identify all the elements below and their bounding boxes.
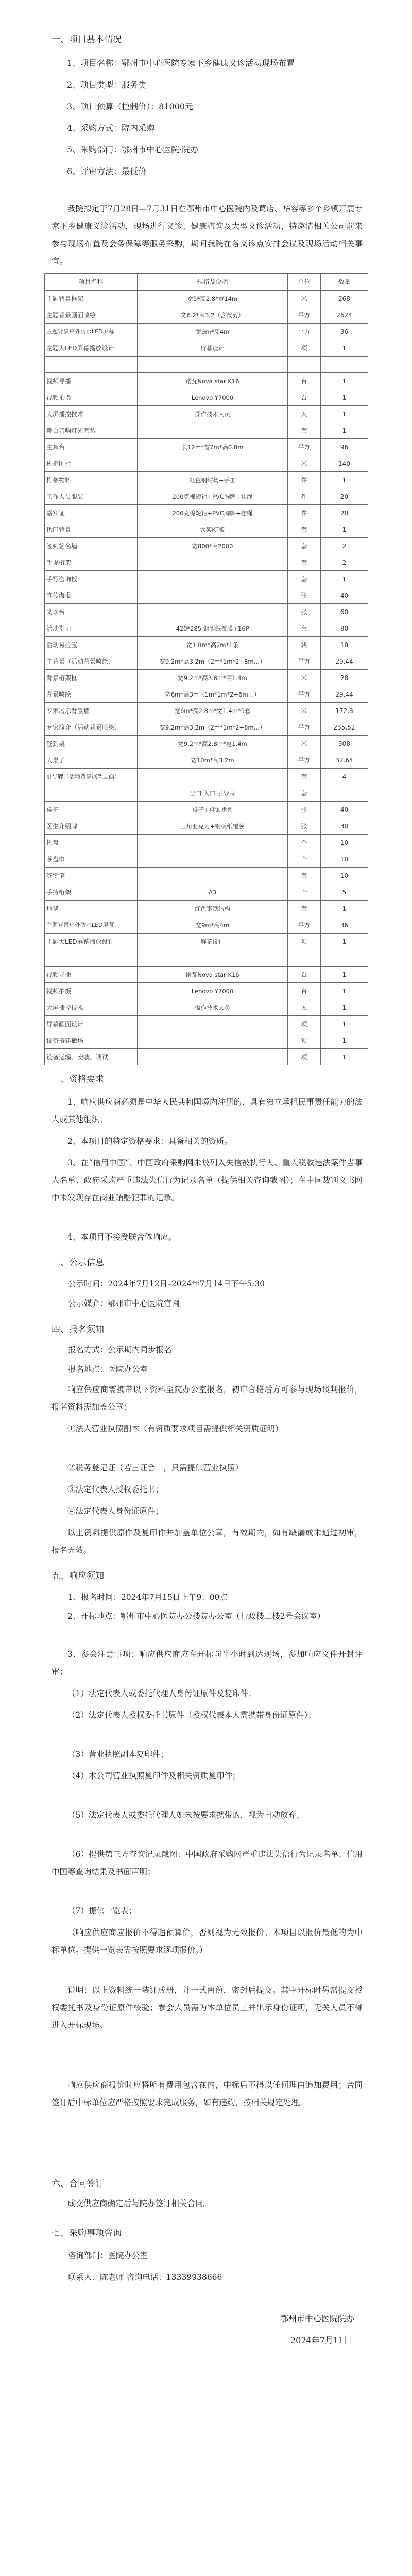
- cell-spec: 屏幕设计: [138, 340, 288, 357]
- cell-qty: 40: [321, 587, 368, 604]
- cell-item: 背景桁架框: [45, 670, 138, 686]
- cell-qty: 5: [321, 884, 368, 901]
- cell-qty: 308: [321, 736, 368, 752]
- table-row: [45, 703, 368, 719]
- basic-item-type: 2、项目类型：服务类: [67, 80, 147, 90]
- cell-item: 主题背景画面喷绘: [45, 307, 138, 324]
- table-row: [45, 769, 368, 785]
- cell-unit: 台: [288, 983, 321, 999]
- table-row: [45, 868, 368, 884]
- cell-spec: 宽5*高2.8*宽14m: [138, 291, 288, 307]
- basic-item-budget: 3、项目预算（控制价）：81000元: [67, 101, 194, 111]
- cell-item: 视频导播: [45, 967, 138, 983]
- table-row: [45, 505, 368, 521]
- cell-item: 主题背景框架: [45, 291, 138, 307]
- cell-item: 医生介绍牌: [45, 818, 138, 835]
- cell-qty: 1: [321, 983, 368, 999]
- cell-spec: 宽800*高2000: [138, 538, 288, 554]
- cell-spec: 操作技术人员: [138, 406, 288, 422]
- table-row: [45, 291, 368, 307]
- contract-para: 成交供应商确定后与院办签订相关合同。: [67, 2199, 212, 2208]
- table-row: [45, 637, 368, 653]
- cell-qty: 10: [321, 868, 368, 884]
- cell-qty: 1: [321, 406, 368, 422]
- cell-qty: 172.8: [321, 703, 368, 719]
- cell-spec: 出口 入口 引导牌: [138, 785, 288, 802]
- cell-item: 视频拍摄: [45, 983, 138, 999]
- signup-para-4: ③法定代表人授权委托书；: [67, 1485, 164, 1494]
- cell-unit: 平方: [288, 752, 321, 769]
- section-heading-announce: 三、公示信息: [52, 1258, 104, 1268]
- section-heading-bidding: 五、响应须知: [52, 1571, 104, 1581]
- section-heading-contract: 六、合同签订: [52, 2179, 104, 2189]
- cell-item: 桌子: [45, 802, 138, 818]
- procurement-table: [44, 273, 368, 1065]
- section-heading-signup: 四、报名须知: [52, 1325, 104, 1335]
- cell-spec: [138, 1016, 288, 1032]
- table-row: [45, 406, 368, 422]
- table-row: [45, 999, 368, 1016]
- table-row: [45, 538, 368, 554]
- cell-unit: 个: [288, 884, 321, 901]
- cell-qty: 1: [321, 999, 368, 1016]
- table-row: [45, 455, 368, 472]
- table-row: [45, 422, 368, 439]
- table-row: [45, 1049, 368, 1065]
- cell-item: 桁架物料: [45, 472, 138, 488]
- cell-spec: [138, 357, 288, 373]
- cell-item: 签字笔: [45, 868, 138, 884]
- table-row: [45, 653, 368, 670]
- cell-spec: [138, 1032, 288, 1049]
- cell-item: [45, 785, 138, 802]
- cell-item: 主题大LED屏幕播放设计: [45, 934, 138, 950]
- basic-item-name: 1、项目名称：鄂州市中心医院专家下乡健康义诊活动现场布置: [67, 58, 295, 68]
- bidding-para-5: （4）本公司营业执照复印件及相关资质复印件；: [67, 1771, 241, 1781]
- cell-item: 引导牌（活动背景展架画面）: [45, 769, 138, 785]
- cell-item: 机柜围栏: [45, 455, 138, 472]
- cell-unit: 人: [288, 406, 321, 422]
- cell-unit: 套: [288, 868, 321, 884]
- cell-spec: A3: [138, 884, 288, 901]
- table-row: [45, 934, 368, 950]
- cell-qty: 268: [321, 291, 368, 307]
- cell-qty: 2624: [321, 307, 368, 324]
- cell-spec: 三角亚克力+铜板纸覆膜: [138, 818, 288, 835]
- announce-time: 公示时间：2024年7月12日–2024年7月14日下午5:30: [68, 1279, 265, 1289]
- bidding-para-2: （1）法定代表人或委托代理人身份证原件及复印件；: [67, 1689, 256, 1698]
- section-heading-qualification: 二、资格要求: [52, 1074, 104, 1084]
- cell-unit: 套: [288, 901, 321, 917]
- cell-qty: 80: [321, 620, 368, 637]
- qualification-para-3: 3、在“信用中国”、中国政府采购网未被列入失信被执行人、重大税收违法案件当事人名单、政府采购严重违法失信行为记录名单（提供相关查询截图）；在中国裁判文书网中未发现存在商业贿赂犯罪的记录。: [52, 1158, 363, 1202]
- cell-item: 茶盘巾: [45, 851, 138, 868]
- cell-unit: 套: [288, 620, 321, 637]
- cell-spec: 铁架KT板: [138, 521, 288, 538]
- cell-unit: [288, 357, 321, 373]
- table-row: [45, 1032, 368, 1049]
- intro-paragraph: 我院拟定于7月28日—7月31日在鄂州市中心医院内及葛店、华容等多个乡镇开展专家下乡健康义诊活动，现场进行义诊、健康咨询及大型义诊活动，特邀请相关公司前来参与现场布置及会务保障等服务采购，期间我院在各义诊点安排会议及现场活动相关事宜。: [52, 204, 363, 266]
- cell-unit: 项: [288, 934, 321, 950]
- table-row: [45, 719, 368, 736]
- cell-item: 大桌子: [45, 752, 138, 769]
- signup-para-1: 响应供应商需携带以下资料至院办公室报名，初审合格后方可参与现场谈判报价，报名资料需加盖公章：: [52, 1385, 363, 1412]
- table-row: [45, 901, 368, 917]
- cell-item: 大屏播控技术: [45, 406, 138, 422]
- table-row: [45, 851, 368, 868]
- cell-item: 手写咨询板: [45, 571, 138, 587]
- table-row: [45, 571, 368, 587]
- table-row: [45, 357, 368, 373]
- cell-item: 宣传海报: [45, 587, 138, 604]
- cell-qty: 32.64: [321, 752, 368, 769]
- cell-item: 拱门背景: [45, 521, 138, 538]
- cell-spec: 宽9m*高4m: [138, 324, 288, 340]
- cell-unit: 套: [288, 554, 321, 571]
- cell-item: 舞台音响灯光套装: [45, 422, 138, 439]
- cell-spec: 诺瓦Nova star K16: [138, 967, 288, 983]
- cell-spec: 宽6m*高3m（1m*1m*2+6m…）: [138, 686, 288, 703]
- bidding-para-1: 3、参会注意事项：响应供应商应在开标前半小时到达现场，参加响应文件开封评审；: [52, 1650, 363, 1676]
- cell-qty: 2: [321, 554, 368, 571]
- table-row: [45, 488, 368, 505]
- cell-unit: 平方: [288, 719, 321, 736]
- signup-method: 报名方式：公示期内同步报名: [68, 1345, 172, 1354]
- cell-unit: 件: [288, 505, 321, 521]
- qualification-para-2: 2、本项目的特定资格要求：具备相关的资质。: [67, 1137, 232, 1146]
- table-row: [45, 373, 368, 389]
- cell-qty: 1: [321, 373, 368, 389]
- table-row: [45, 917, 368, 934]
- cell-spec: 桌子+桌饰裙套: [138, 802, 288, 818]
- cell-unit: 台: [288, 967, 321, 983]
- cell-unit: 平方: [288, 917, 321, 934]
- cell-spec: 诺瓦Nova star K16: [138, 373, 288, 389]
- table-row: [45, 554, 368, 571]
- cell-item: 背景喷绘: [45, 686, 138, 703]
- cell-unit: 米: [288, 291, 321, 307]
- cell-qty: 10: [321, 851, 368, 868]
- cell-unit: 块: [288, 637, 321, 653]
- cell-spec: 200克棉短袖+PVC胸牌+挂绳: [138, 505, 288, 521]
- cell-item: 专家简介（活动背景喷绘）: [45, 719, 138, 736]
- cell-unit: 平方: [288, 653, 321, 670]
- cell-unit: 米: [288, 670, 321, 686]
- cell-unit: 台: [288, 373, 321, 389]
- cell-item: 主题背景户外防水LED屏幕: [45, 324, 138, 340]
- cell-qty: 1: [321, 1016, 368, 1032]
- cell-spec: [138, 868, 288, 884]
- cell-qty: 20: [321, 505, 368, 521]
- cell-qty: 20: [321, 488, 368, 505]
- cell-spec: [138, 835, 288, 851]
- cell-spec: 宽9.2m*高3.2m（2m*1m*2+8m…）: [138, 653, 288, 670]
- cell-spec: [138, 950, 288, 967]
- header-unit: 单位: [288, 274, 321, 291]
- cell-item: 活动易拉宝: [45, 637, 138, 653]
- cell-qty: 40: [321, 802, 368, 818]
- header-item: 项目名称: [45, 274, 138, 291]
- cell-item: 手持桁架: [45, 884, 138, 901]
- cell-item: 专家展示背景墙: [45, 703, 138, 719]
- table-row: [45, 835, 368, 851]
- cell-qty: 29.44: [321, 653, 368, 670]
- cell-qty: [321, 357, 368, 373]
- cell-spec: 宽6m*高2.8m*宽1.4m*5套: [138, 703, 288, 719]
- cell-unit: 件: [288, 488, 321, 505]
- cell-qty: 1: [321, 571, 368, 587]
- cell-qty: 1: [321, 967, 368, 983]
- signup-para-3: ②税务登记证（若三证合一，只需提供营业执照）: [67, 1463, 244, 1472]
- contact-person: 联系人：陈老师 咨询电话：13339938666: [68, 2273, 222, 2282]
- cell-item: 主舞台: [45, 439, 138, 455]
- table-row: [45, 340, 368, 357]
- cell-spec: 红色钢结构+手工: [138, 472, 288, 488]
- cell-qty: 4: [321, 769, 368, 785]
- table-row: [45, 307, 368, 324]
- cell-spec: 宽9.2m*高2.8m*宽1.4m: [138, 736, 288, 752]
- cell-unit: 套: [288, 769, 321, 785]
- cell-qty: 1: [321, 389, 368, 406]
- table-header-row: [45, 274, 368, 291]
- cell-unit: 个: [288, 851, 321, 868]
- bidding-para-4: （3）营业执照副本复印件；: [67, 1750, 168, 1759]
- cell-qty: 1: [321, 521, 368, 538]
- table-row: [45, 983, 368, 999]
- cell-item: 主题背景户外防水LED屏幕: [45, 917, 138, 934]
- cell-unit: 张: [288, 818, 321, 835]
- cell-item: 嘉宾证: [45, 505, 138, 521]
- cell-unit: 项: [288, 1032, 321, 1049]
- cell-qty: 1: [321, 1049, 368, 1065]
- bidding-para-11: 响应供应商报价时应将所有费用包含在内，中标后不得以任何理由追加费用；合同签订后中标单位应严格按照要求完成服务，如有违约，按相关规定处理。: [52, 2080, 363, 2107]
- cell-spec: 屏幕设计: [138, 934, 288, 950]
- bidding-para-10: 说明：以上资料统一装订成册，并一式两份，密封后提交。其中开标时另需提交授权委托书及身份证原件核验；参会人员需为本单位员工并出示身份证明，无关人员不得进入开标现场。: [52, 1986, 363, 2030]
- table-row: [45, 884, 368, 901]
- cell-qty: 1: [321, 422, 368, 439]
- cell-qty: 28: [321, 670, 368, 686]
- cell-spec: 长12m*宽7m*高0.8m: [138, 439, 288, 455]
- table-row: [45, 439, 368, 455]
- cell-spec: 宽9.2m*高2.8m*高1.4m: [138, 670, 288, 686]
- cell-qty: 140: [321, 455, 368, 472]
- cell-qty: [321, 950, 368, 967]
- cell-unit: [288, 950, 321, 967]
- cell-item: 义诊台: [45, 604, 138, 620]
- cell-item: 大屏播控技术: [45, 999, 138, 1016]
- contact-dept: 咨询部门：医院办公室: [68, 2251, 148, 2260]
- table-row: [45, 686, 368, 703]
- cell-unit: 个: [288, 835, 321, 851]
- cell-spec: Lenovo Y7000: [138, 389, 288, 406]
- signup-place: 报名地点：医院办公室: [68, 1365, 148, 1374]
- cell-qty: 30: [321, 818, 368, 835]
- bidding-para-7: （6）提供第三方查询记录截图：中国政府采购网严重违法失信行为记录名单、信用中国等查询结果及书面声明；: [52, 1850, 363, 1876]
- cell-item: 托盘: [45, 835, 138, 851]
- cell-item: 设备搭建撤场: [45, 1032, 138, 1049]
- cell-item: 主题大LED屏幕播放设计: [45, 340, 138, 357]
- table-row: [45, 521, 368, 538]
- signup-para-5: ④法定代表人身份证原件；: [67, 1506, 164, 1516]
- cell-unit: 项: [288, 340, 321, 357]
- cell-item: 签到签名墙: [45, 538, 138, 554]
- cell-qty: 1: [321, 901, 368, 917]
- bidding-time: 1、报名时间：2024年7月15日上午9：00点: [68, 1592, 228, 1602]
- table-row: [45, 324, 368, 340]
- header-spec: 规格及说明: [138, 274, 288, 291]
- cell-unit: 米: [288, 736, 321, 752]
- cell-spec: 宽1.8m*高2m*1条: [138, 637, 288, 653]
- cell-unit: 项: [288, 1049, 321, 1065]
- cell-spec: [138, 587, 288, 604]
- cell-spec: [138, 571, 288, 587]
- table-row: [45, 389, 368, 406]
- cell-item: 签到桌: [45, 736, 138, 752]
- cell-unit: 平方: [288, 307, 321, 324]
- bidding-para-6: （5）法定代表人或委托代理人如未按要求携带的，视为自动放弃；: [67, 1810, 304, 1820]
- table-row: [45, 472, 368, 488]
- cell-spec: 420*285 铜版纸覆膜+16P: [138, 620, 288, 637]
- cell-unit: 米: [288, 455, 321, 472]
- basic-item-method: 4、采购方式：院内采购: [67, 123, 155, 133]
- cell-item: 视频拍摄: [45, 389, 138, 406]
- cell-unit: 张: [288, 604, 321, 620]
- bidding-para-9: （响应供应商应报价不得超预算价，否则视为无效报价。本项目以报价最低的为中标单位。提供一览表需按照要求逐项报价。）: [52, 1928, 363, 1955]
- cell-item: 工作人员服装: [45, 488, 138, 505]
- signature-date: 2024年7月11日: [290, 2335, 352, 2345]
- table-row: [45, 818, 368, 835]
- cell-spec: 宽9.2m*高3.2m（2m*1m*2+8m…）: [138, 719, 288, 736]
- qualification-para-4: 4、本项目不接受联合体响应。: [67, 1232, 177, 1242]
- cell-unit: 人: [288, 999, 321, 1016]
- table-row: [45, 752, 368, 769]
- cell-unit: 套: [288, 521, 321, 538]
- table-row: [45, 785, 368, 802]
- cell-spec: [138, 851, 288, 868]
- table-row: [45, 950, 368, 967]
- signup-para-6: 以上资料提供原件及复印件并加盖单位公章，有效期内，如有缺漏或未通过初审，报名无效。: [52, 1528, 363, 1555]
- cell-qty: 10: [321, 835, 368, 851]
- table-row: [45, 620, 368, 637]
- cell-unit: 套: [288, 422, 321, 439]
- cell-unit: 张: [288, 587, 321, 604]
- cell-item: 活动指示: [45, 620, 138, 637]
- table-row: [45, 1016, 368, 1032]
- cell-unit: 平方: [288, 439, 321, 455]
- cell-spec: 操作技术人员: [138, 999, 288, 1016]
- cell-qty: 1: [321, 340, 368, 357]
- cell-spec: [138, 769, 288, 785]
- signup-para-2: ①法人营业执照副本（有资质要求项目需提供相关资质证明）: [67, 1424, 283, 1433]
- cell-qty: 36: [321, 324, 368, 340]
- cell-unit: 平方: [288, 686, 321, 703]
- cell-qty: 2: [321, 538, 368, 554]
- table-row: [45, 587, 368, 604]
- header-qty: 数量: [321, 274, 368, 291]
- cell-spec: 宽10m*高3.2m: [138, 752, 288, 769]
- section-heading-contact: 七、采购事项咨询: [52, 2228, 122, 2239]
- cell-qty: 1: [321, 472, 368, 488]
- cell-unit: 张: [288, 802, 321, 818]
- cell-qty: 10: [321, 637, 368, 653]
- basic-item-dept: 5、采购部门：鄂州市中心医院·院办: [67, 145, 199, 155]
- table-row: [45, 604, 368, 620]
- cell-spec: Lenovo Y7000: [138, 983, 288, 999]
- cell-qty: 235.52: [321, 719, 368, 736]
- cell-item: 设备运输、安装、调试: [45, 1049, 138, 1065]
- bidding-place: 2、开标地点：鄂州市中心医院办公楼院办公室（行政楼二楼2号会议室）: [67, 1612, 325, 1621]
- bidding-para-8: （7）提供一览表；: [67, 1906, 136, 1916]
- cell-unit: 台: [288, 389, 321, 406]
- bidding-para-3: （2）法定代表人授权委托书原件（授权代表本人需携带身份证原件）；: [67, 1710, 316, 1720]
- cell-item: [45, 950, 138, 967]
- cell-unit: 套: [288, 785, 321, 802]
- cell-qty: 60: [321, 604, 368, 620]
- cell-qty: 1: [321, 1032, 368, 1049]
- table-row: [45, 967, 368, 983]
- cell-unit: 平方: [288, 324, 321, 340]
- cell-spec: [138, 1049, 288, 1065]
- cell-spec: [138, 604, 288, 620]
- cell-qty: 29.44: [321, 686, 368, 703]
- cell-unit: 套: [288, 538, 321, 554]
- table-row: [45, 736, 368, 752]
- cell-item: 地毯: [45, 901, 138, 917]
- cell-spec: [138, 422, 288, 439]
- cell-item: 视频导播: [45, 373, 138, 389]
- cell-unit: 件: [288, 472, 321, 488]
- cell-qty: 36: [321, 917, 368, 934]
- cell-item: 手提桁架: [45, 554, 138, 571]
- cell-spec: 200克棉短袖+PVC胸牌+挂绳: [138, 488, 288, 505]
- announce-media: 公示媒介：鄂州市中心医院官网: [68, 1299, 180, 1308]
- table-row: [45, 670, 368, 686]
- signature-org: 鄂州市中心医院院办: [280, 2314, 355, 2324]
- cell-unit: 米: [288, 703, 321, 719]
- cell-spec: [138, 554, 288, 571]
- cell-spec: 宽9m*高4m: [138, 917, 288, 934]
- cell-qty: [321, 785, 368, 802]
- cell-spec: 红色钢铁结构: [138, 901, 288, 917]
- qualification-para-1: 1、响应供应商必须是中华人民共和国境内注册的、具有独立承担民事责任能力的法人或其他组织；: [52, 1097, 363, 1124]
- cell-qty: 1: [321, 934, 368, 950]
- cell-item: 主背景（活动背景喷绘）: [45, 653, 138, 670]
- basic-item-evaluation: 6、评审方法：最低价: [67, 166, 147, 176]
- cell-item: [45, 357, 138, 373]
- cell-unit: 套: [288, 571, 321, 587]
- table-row: [45, 802, 368, 818]
- cell-qty: 96: [321, 439, 368, 455]
- cell-spec: 宽6.2*高3.2（含裁剪）: [138, 307, 288, 324]
- cell-unit: 项: [288, 1016, 321, 1032]
- section-heading-basic: 一、项目基本情况: [52, 35, 122, 45]
- cell-item: 屏幕画面设计: [45, 1016, 138, 1032]
- cell-spec: [138, 455, 288, 472]
